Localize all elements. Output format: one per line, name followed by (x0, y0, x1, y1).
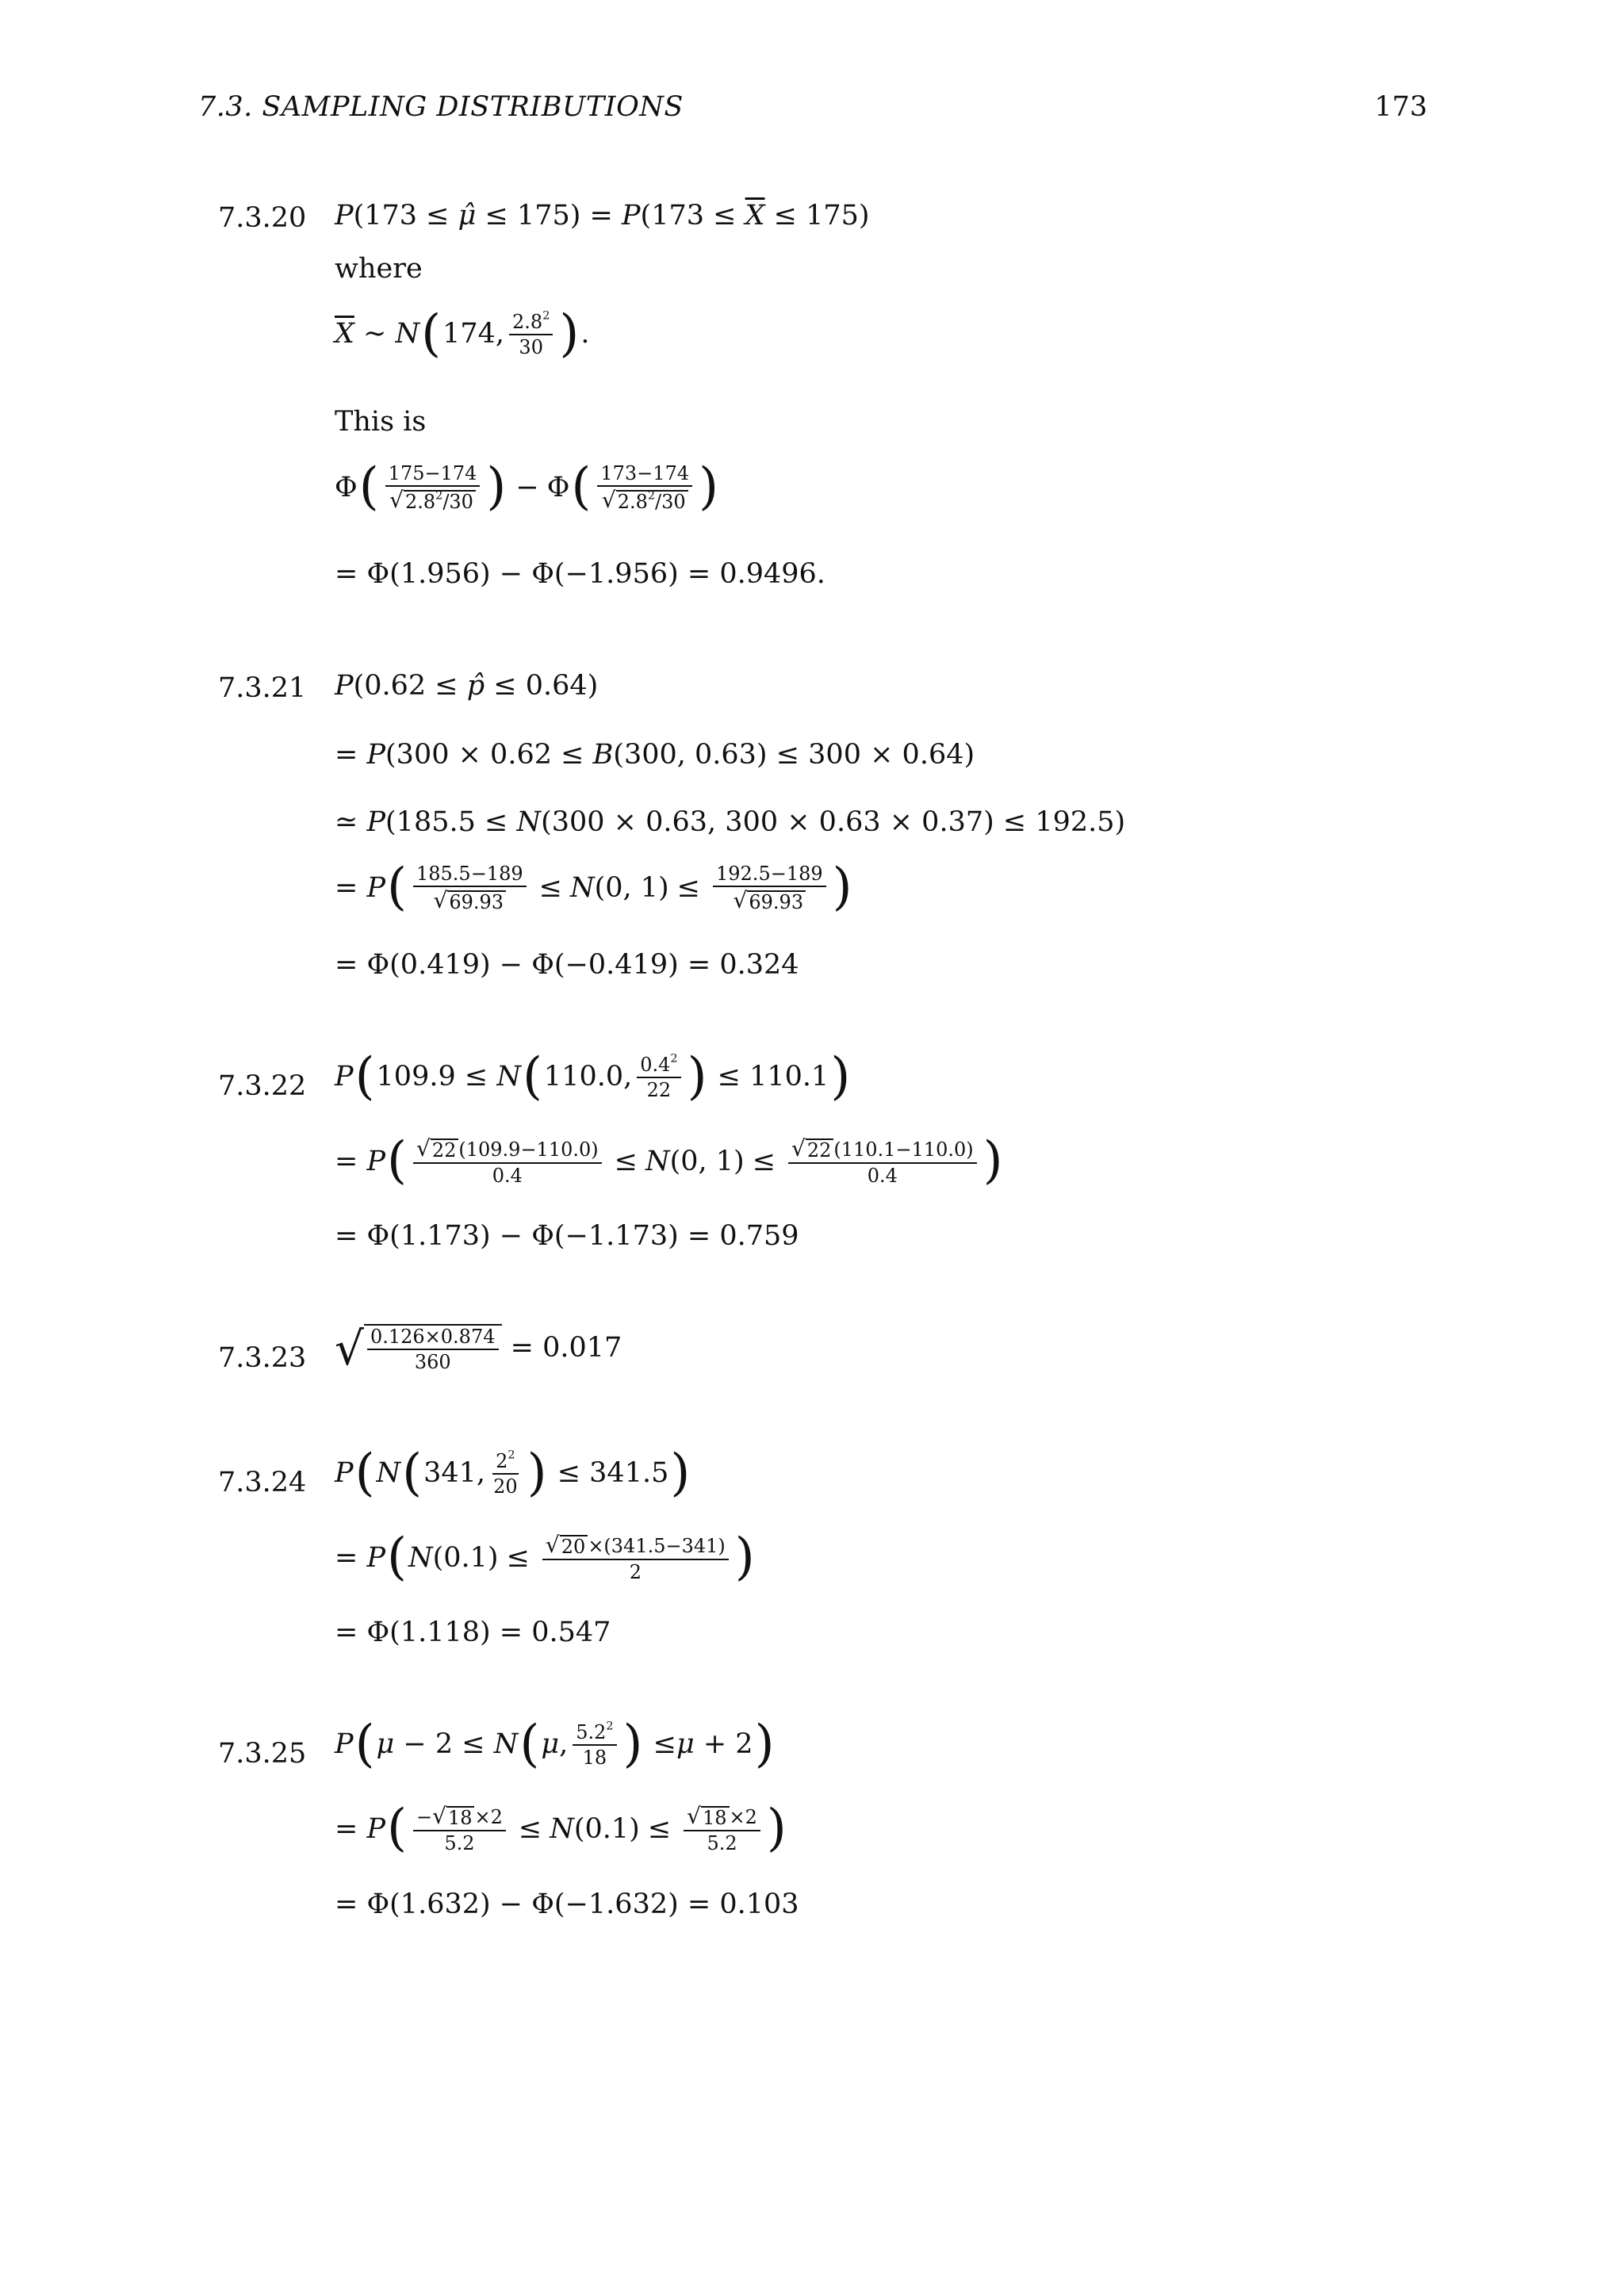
solution-line: P(0.62 ≤ p̂ ≤ 0.64) (335, 670, 599, 702)
problem-number-7-3-24: 7.3.24 (218, 1467, 307, 1498)
solution-line: This is (335, 406, 427, 438)
running-head: 7.3. SAMPLING DISTRIBUTIONS (198, 91, 684, 123)
solution-line: Φ ( 175−174 √ $2.8^2/30$ ) − Φ ( 173−174 √ $2.8^2/30$ ) (335, 457, 719, 517)
solution-line: = P(300 × 0.62 ≤ B(300, 0.63) ≤ 300 × 0.64) (335, 739, 975, 771)
solution-line: = Φ(1.956) − Φ(−1.956) = 0.9496. (335, 558, 825, 590)
solution-line: P ( μ − 2 ≤ N ( μ , $\frac{5.2^2}{18}$ ) ≤ μ + 2 ) (335, 1715, 775, 1774)
solution-line: = P ( − √ 18 ×2 5.2 ≤ N (0.1) ≤ √ 18 ×2 5.2 ) (335, 1799, 787, 1858)
solution-line: √ $\frac{0.126\times 0.874}{360}$ = 0.017 (335, 1322, 622, 1376)
solution-line: = Φ(1.632) − Φ(−1.632) = 0.103 (335, 1888, 799, 1920)
problem-number-7-3-22: 7.3.22 (218, 1070, 307, 1102)
solution-line: $\overline{X}$ ∼ N ( 174, $\frac{2.8^2}{30}$ ) . (335, 304, 590, 363)
problem-number-7-3-21: 7.3.21 (218, 672, 307, 704)
solution-line: P ( 109.9 ≤ N ( 110.0, $\frac{0.4^2}{22}$ ) ≤ 110.1 ) (335, 1047, 851, 1106)
solution-line: where (335, 253, 423, 285)
solution-line: = P ( N (0.1) ≤ √ 20 ×(341.5−341) 2 ) (335, 1528, 755, 1587)
solution-line: P ( N ( 341, $\frac{2^2}{20}$ ) ≤ 341.5 ) (335, 1444, 691, 1502)
problem-number-7-3-23: 7.3.23 (218, 1342, 307, 1374)
solution-line: = P ( √ 22 (109.9−110.0) 0.4 ≤ N (0, 1) ≤ √ 22 (110.1−110.0) 0.4 ) (335, 1131, 1003, 1191)
solution-line: = P ( 185.5−189 √ 69.93 ≤ N (0, 1) ≤ 192.5−189 √ 69.93 ) (335, 858, 852, 917)
page-number: 173 (1374, 91, 1427, 123)
problem-number-7-3-25: 7.3.25 (218, 1738, 307, 1770)
solution-line: P(173 ≤ μ̂ ≤ $175) = P(173 \le \overline{X} \le 175)$ (335, 200, 870, 232)
solution-line: = Φ(1.118) = 0.547 (335, 1617, 611, 1648)
problem-number-7-3-20: 7.3.20 (218, 202, 307, 234)
solution-line: = Φ(0.419) − Φ(−0.419) = 0.324 (335, 949, 799, 981)
solution-line: ≃ P(185.5 ≤ N(300 × 0.63, 300 × 0.63 × 0.37) ≤ 192.5) (335, 806, 1126, 838)
solution-line: = Φ(1.173) − Φ(−1.173) = 0.759 (335, 1220, 799, 1252)
